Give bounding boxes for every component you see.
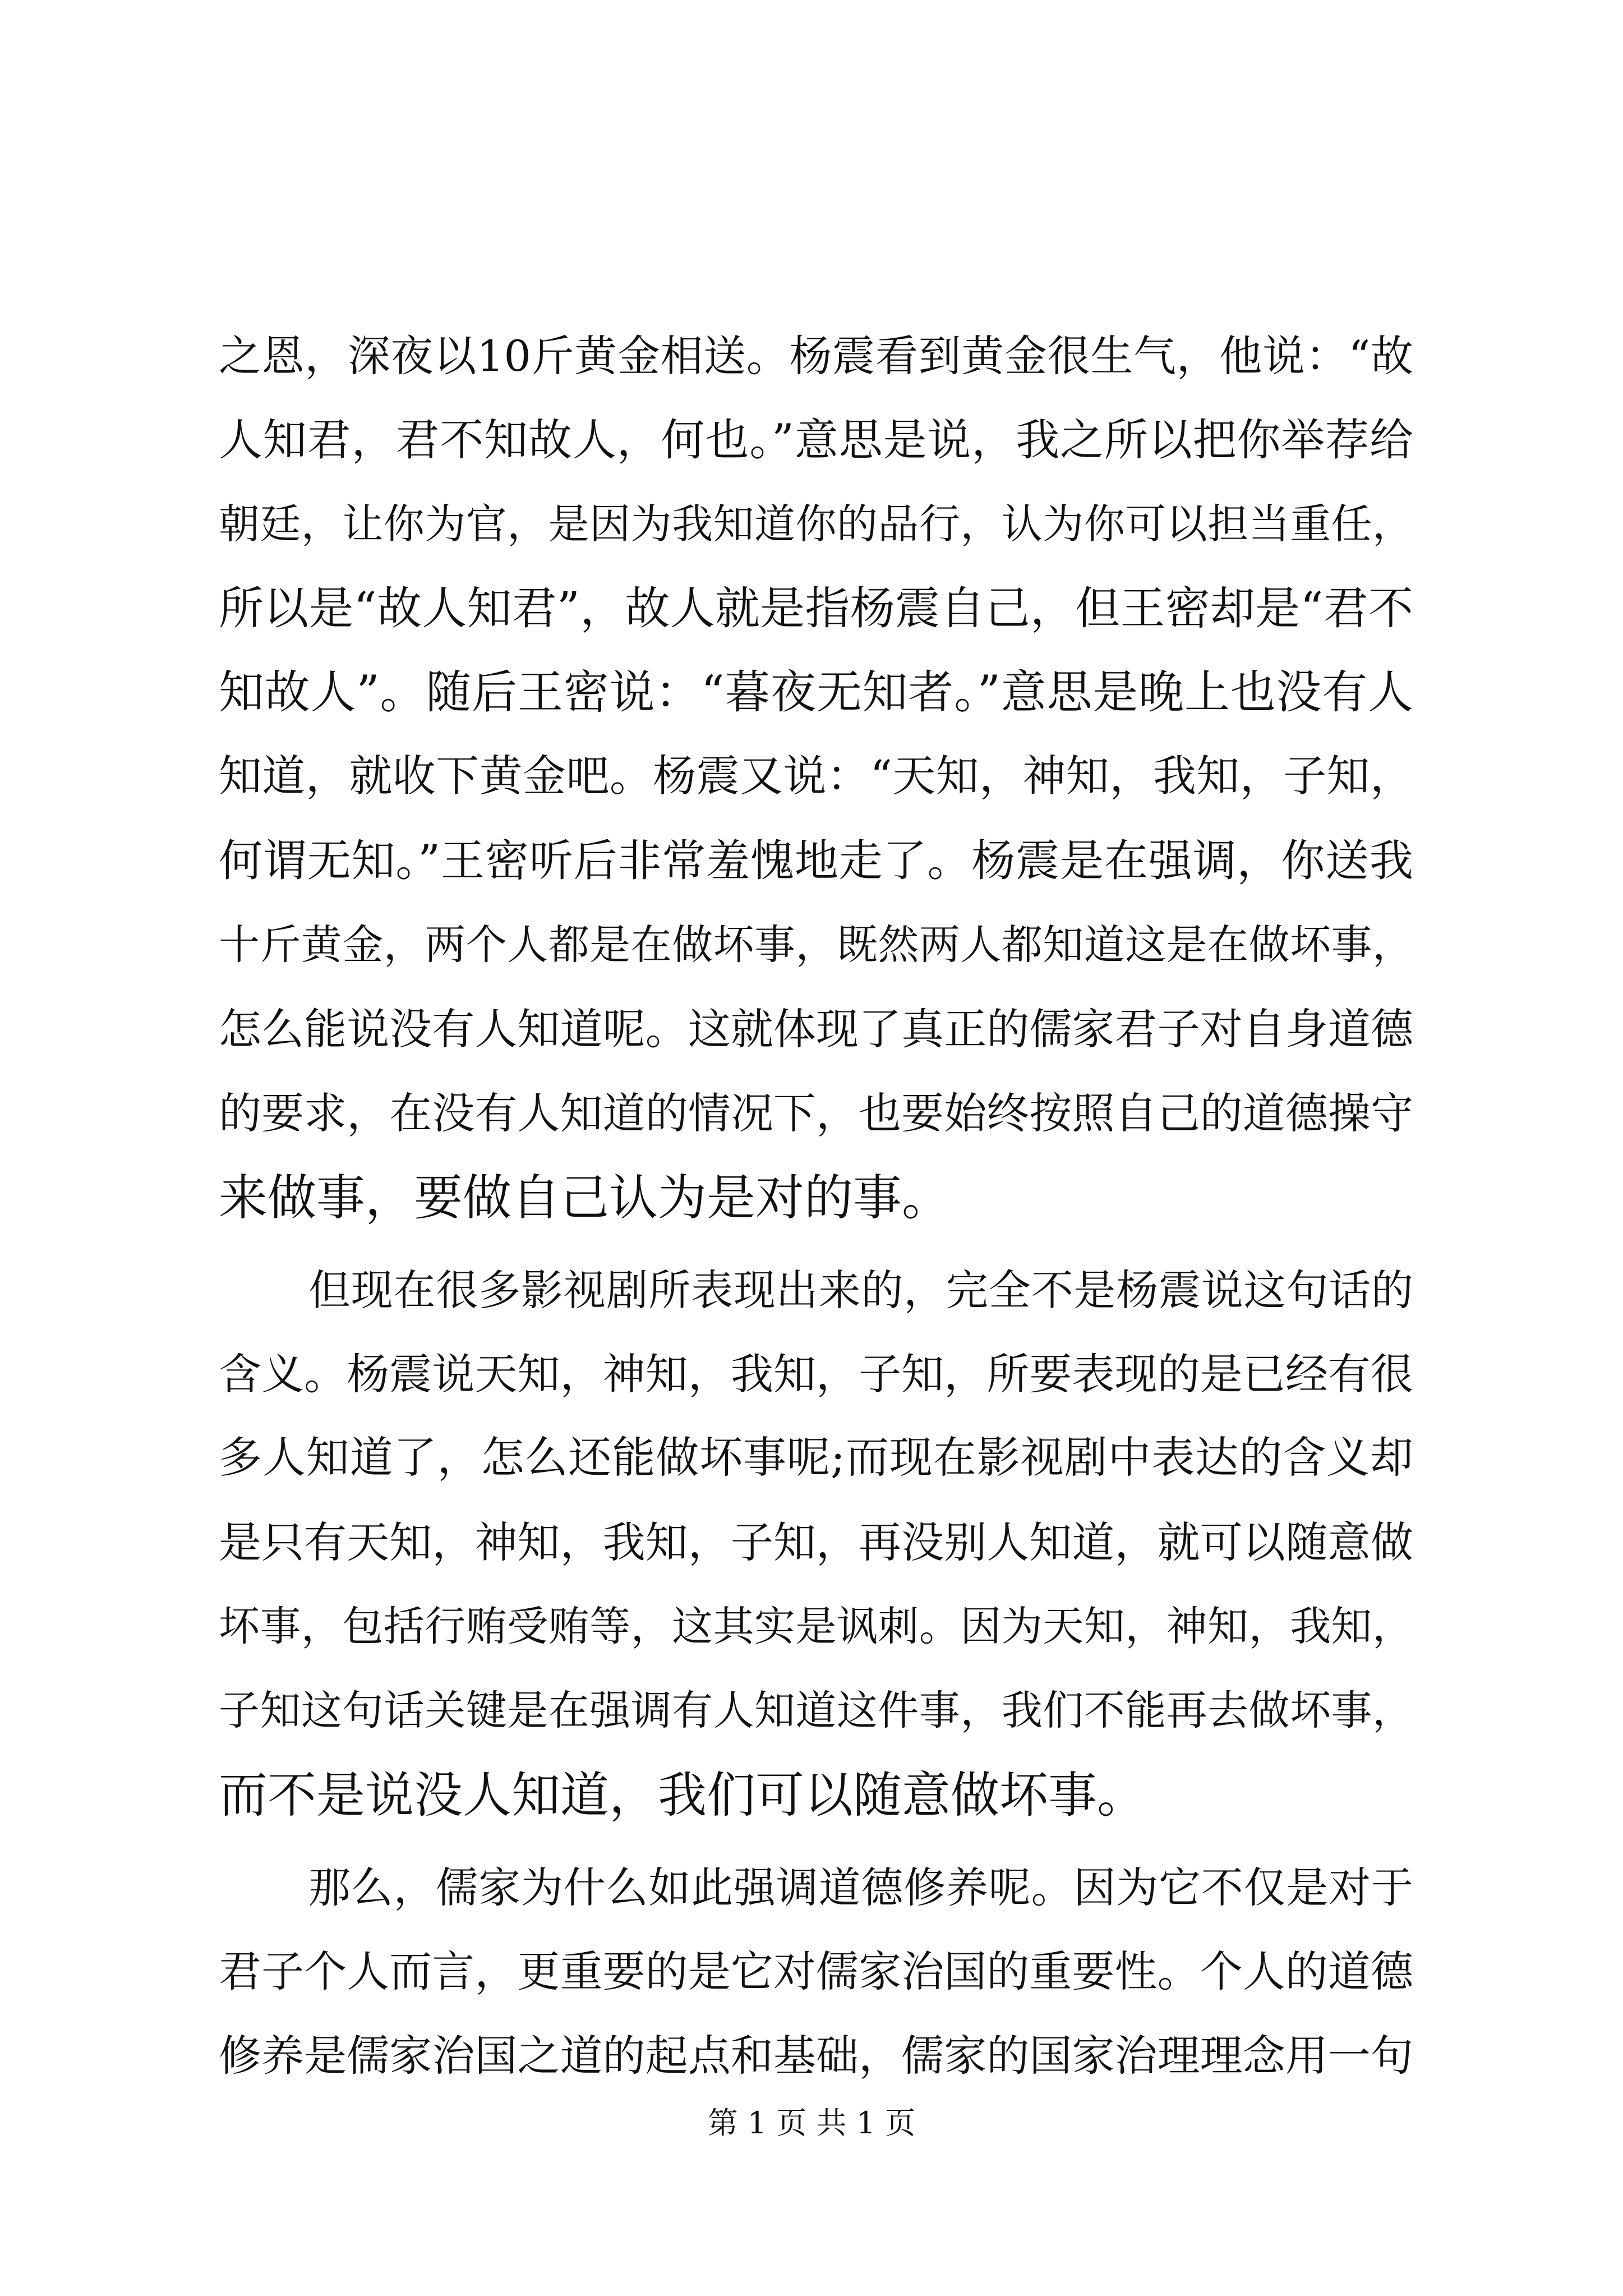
- text-line: 而不是说没人知道，我们可以随意做坏事。: [219, 1766, 1146, 1824]
- text-line: 来做事，要做自己认为是对的事。: [219, 1169, 951, 1226]
- text-line: 人知君，君不知故人，何也。”意思是说，我之所以把你举荐给: [219, 415, 1413, 466]
- text-line: 是只有天知，神知，我知，子知，再没别人知道，就可以随意做: [219, 1517, 1413, 1567]
- text-line: 朝廷，让你为官，是因为我知道你的品行，认为你可以担当重任，: [219, 500, 1413, 548]
- text-line: 那么，儒家为什么如此强调道德修养呢。因为它不仅是对于: [308, 1863, 1413, 1912]
- text-line: 何谓无知。”王密听后非常羞愧地走了。杨震是在强调，你送我: [219, 836, 1413, 886]
- text-line: 君子个人而言，更重要的是它对儒家治国的重要性。个人的道德: [219, 1947, 1413, 1996]
- text-line: 的要求，在没有人知道的情况下，也要始终按照自己的道德操守: [219, 1088, 1413, 1138]
- text-line: 之恩，深夜以10斤黄金相送。杨震看到黄金很生气，他说：“故: [219, 331, 1413, 381]
- text-line: 含义。杨震说天知，神知，我知，子知，所要表现的是已经有很: [219, 1349, 1413, 1399]
- text-line: 十斤黄金，两个人都是在做坏事，既然两人都知道这是在做坏事，: [219, 921, 1413, 969]
- text-line: 知故人”。随后王密说：“暮夜无知者。”意思是晚上也没有人: [219, 666, 1413, 719]
- text-line: 但现在很多影视剧所表现出来的，完全不是杨震说这句话的: [308, 1266, 1413, 1315]
- text-line: 修养是儒家治国之道的起点和基础，儒家的国家治理理念用一句: [219, 2031, 1413, 2081]
- text-line: 坏事，包括行贿受贿等，这其实是讽刺。因为天知，神知，我知，: [219, 1603, 1413, 1650]
- text-line: 子知这句话关键是在强调有人知道这件事，我们不能再去做坏事，: [219, 1687, 1413, 1734]
- text-line: 知道，就收下黄金吧。杨震又说：“天知，神知，我知，子知，: [219, 752, 1413, 802]
- page-footer: 第 1 页 共 1 页: [707, 2105, 916, 2141]
- text-line: 怎么能说没有人知道呢。这就体现了真正的儒家君子对自身道德: [219, 1004, 1413, 1054]
- text-line: 多人知道了，怎么还能做坏事呢;而现在影视剧中表达的含义却: [219, 1433, 1413, 1483]
- text-line: 所以是“故人知君”，故人就是指杨震自己，但王密却是“君不: [219, 582, 1413, 634]
